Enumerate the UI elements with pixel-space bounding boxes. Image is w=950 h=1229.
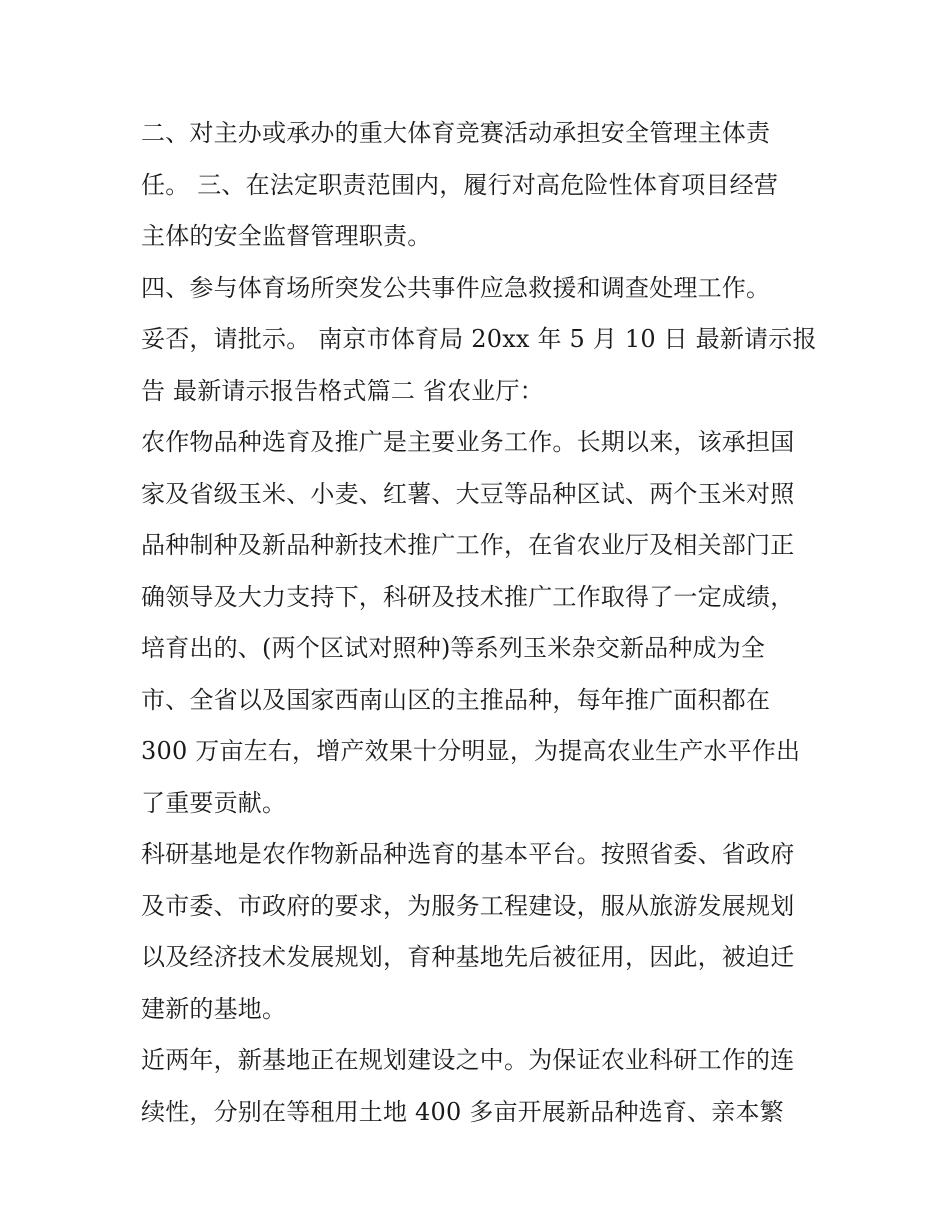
text-line: 及市委、市政府的要求，为服务工程建设，服从旅游发展规划 <box>141 891 795 920</box>
text-line: 农作物品种选育及推广是主要业务工作。长期以来，该承担国 <box>141 428 795 456</box>
text-line: 四、参与体育场所突发公共事件应急救援和调查处理工作。 <box>141 273 771 302</box>
text-line: 主体的安全监督管理职责。 <box>141 222 432 250</box>
paragraph-crop-breeding <box>141 417 821 829</box>
paragraph-new-base <box>141 1035 821 1138</box>
text-line: 妥否，请批示。 南京市体育局 20xx 年 5 月 10 日 最新请示报 <box>141 325 817 353</box>
paragraph-closing-and-heading <box>141 314 821 417</box>
paragraph-duties-2-3 <box>141 108 821 263</box>
text-line: 培育出的、(两个区试对照种)等系列玉米杂交新品种成为全 <box>141 634 766 662</box>
text-line: 以及经济技术发展规划，育种基地先后被征用，因此，被迫迁 <box>141 943 795 971</box>
text-line: 市、全省以及国家西南山区的主推品种，每年推广面积都在 <box>141 685 771 714</box>
text-line: 科研基地是农作物新品种选育的基本平台。按照省委、省政府 <box>141 840 795 868</box>
text-line: 续性，分别在等租用土地 400 多亩开展新品种选育、亲本繁 <box>141 1097 784 1126</box>
text-line: 家及省级玉米、小麦、红薯、大豆等品种区试、两个玉米对照 <box>141 479 795 508</box>
text-line: 近两年，新基地正在规划建设之中。为保证农业科研工作的连 <box>141 1046 795 1074</box>
text-line: 建新的基地。 <box>141 994 287 1023</box>
text-line: 二、对主办或承办的重大体育竞赛活动承担安全管理主体责 <box>141 119 771 147</box>
text-line: 300 万亩左右，增产效果十分明显，为提高农业生产水平作出 <box>141 737 801 765</box>
text-line: 确领导及大力支持下，科研及技术推广工作取得了一定成绩， <box>141 582 795 611</box>
paragraph-duty-4 <box>141 263 821 315</box>
document-body <box>141 108 821 1138</box>
text-line: 了重要贡献。 <box>141 788 287 817</box>
text-line: 告 最新请示报告格式篇二 省农业厅： <box>141 376 544 405</box>
text-line: 品种制种及新品种新技术推广工作，在省农业厅及相关部门正 <box>141 531 795 559</box>
text-line: 任。 三、在法定职责范围内，履行对高危险性体育项目经营 <box>141 170 779 199</box>
paragraph-research-base <box>141 829 821 1035</box>
